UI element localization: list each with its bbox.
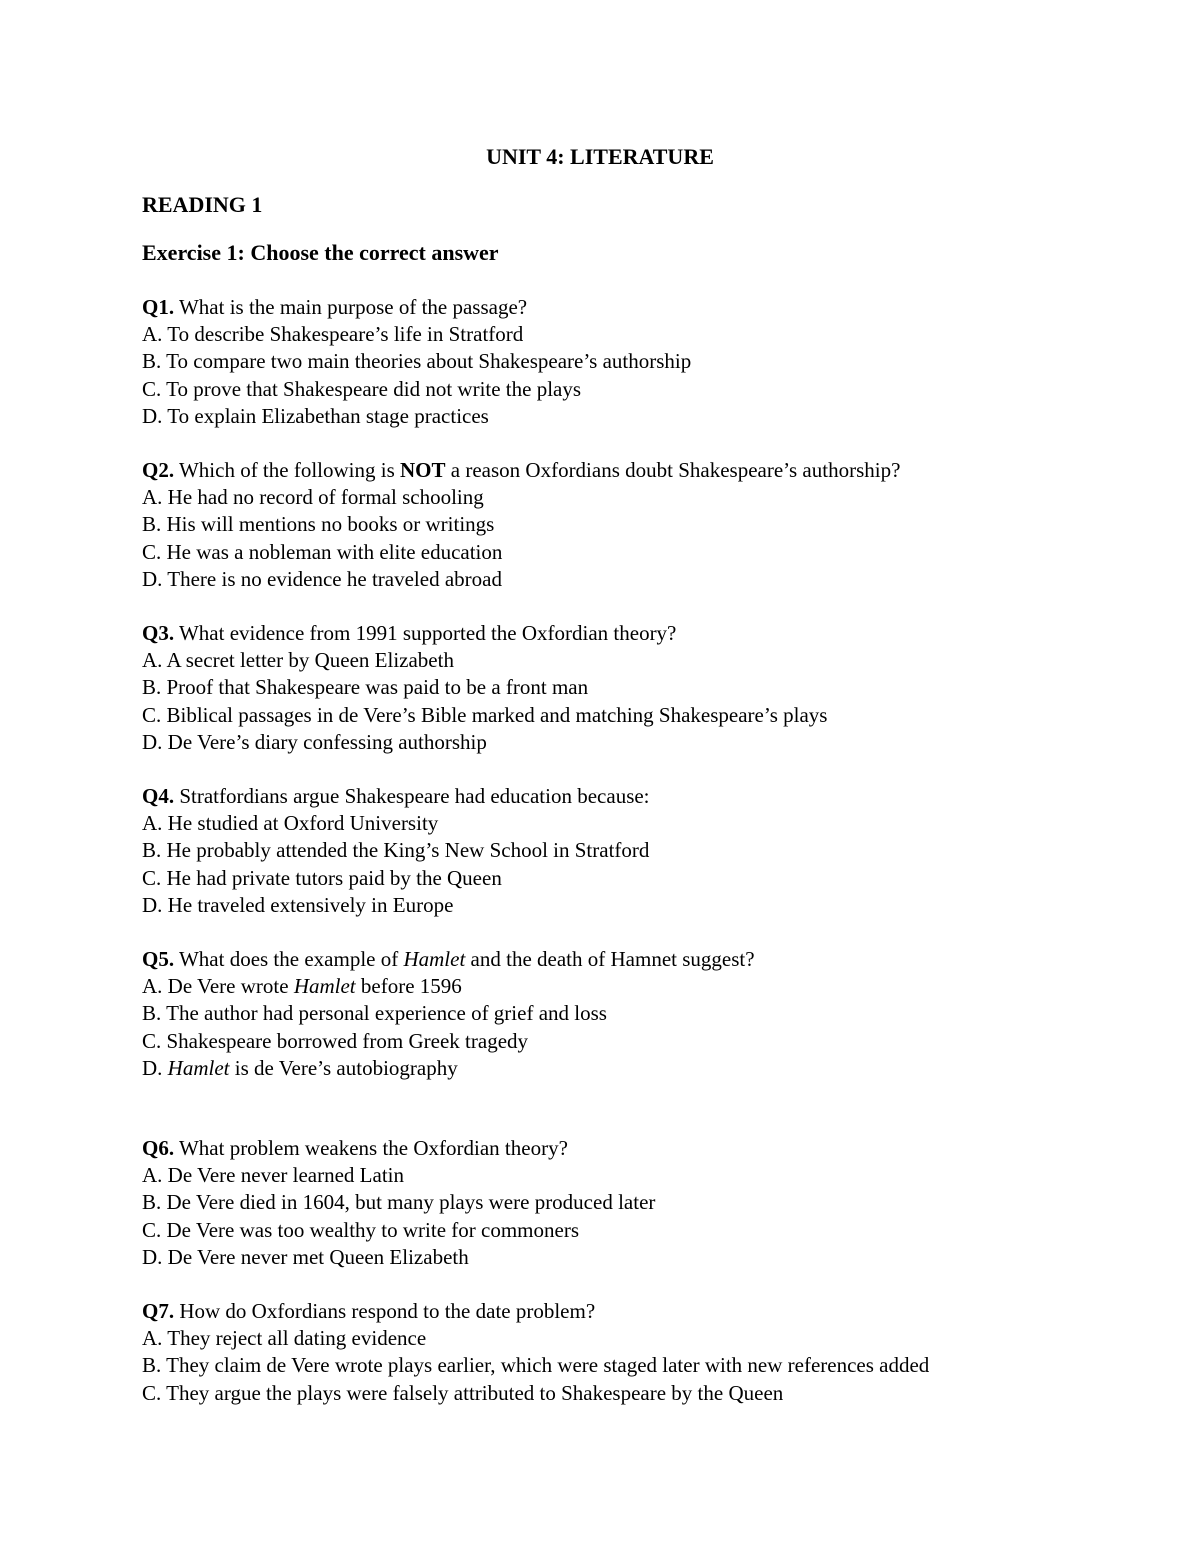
reading-title: READING 1 xyxy=(142,192,263,217)
answer-option-c: C. De Vere was too wealthy to write for commoners xyxy=(142,1217,580,1242)
question-prompt: What evidence from 1991 supported the Oxfordian theory? xyxy=(174,621,677,645)
question-text xyxy=(142,1298,1142,1325)
work-title: Hamlet xyxy=(293,974,356,999)
answer-option-d: D. De Vere never met Queen Elizabeth xyxy=(142,1244,469,1269)
answer-option-d: D. There is no evidence he traveled abroad xyxy=(142,566,502,591)
question-number: Q4. xyxy=(142,784,175,808)
question-prompt: What is the main purpose of the passage? xyxy=(174,295,528,319)
question-2 xyxy=(142,457,1142,593)
exercise-title: Exercise 1: Choose the correct answer xyxy=(142,240,499,265)
question-text xyxy=(142,620,1142,647)
answer-option-b: B. They claim de Vere wrote plays earlier, which were staged later with new references added xyxy=(142,1353,930,1378)
question-emphasis: NOT xyxy=(400,458,446,482)
answer-option-b: B. He probably attended the King’s New School in Stratford xyxy=(142,838,650,863)
answer-option-c: C. He had private tutors paid by the Queen xyxy=(142,865,502,890)
question-prompt: How do Oxfordians respond to the date problem? xyxy=(174,1299,596,1323)
answer-option-b: B. His will mentions no books or writings xyxy=(142,512,495,537)
answer-option-a: A. They reject all dating evidence xyxy=(142,1326,427,1351)
question-text xyxy=(142,783,1142,810)
question-text xyxy=(142,457,1142,484)
answer-option-a: A. A secret letter by Queen Elizabeth xyxy=(142,648,454,673)
question-7 xyxy=(142,1298,1142,1407)
question-4 xyxy=(142,783,1142,919)
question-5 xyxy=(142,946,1142,1082)
question-3 xyxy=(142,620,1142,756)
option-text-end: is de Vere’s autobiography xyxy=(229,1055,458,1080)
answer-option-c: C. To prove that Shakespeare did not write the plays xyxy=(142,376,582,401)
answer-option-b: B. De Vere died in 1604, but many plays were produced later xyxy=(142,1190,656,1215)
question-number: Q7. xyxy=(142,1299,175,1323)
question-text xyxy=(142,294,1142,321)
question-1 xyxy=(142,294,1142,430)
answer-option-d: D. To explain Elizabethan stage practices xyxy=(142,403,489,428)
answer-option-c: C. They argue the plays were falsely attributed to Shakespeare by the Queen xyxy=(142,1380,784,1405)
question-prompt-start: Which of the following is xyxy=(174,458,401,482)
answer-option-c: C. He was a nobleman with elite education xyxy=(142,539,503,564)
answer-option-d: D. De Vere’s diary confessing authorship xyxy=(142,729,487,754)
question-prompt: What problem weakens the Oxfordian theory? xyxy=(174,1136,568,1160)
answer-option-b: B. Proof that Shakespeare was paid to be a front man xyxy=(142,675,589,700)
question-text xyxy=(142,946,1142,973)
question-number: Q5. xyxy=(142,947,175,971)
question-number: Q2. xyxy=(142,458,175,482)
answer-option-d xyxy=(142,1055,1142,1082)
work-title: Hamlet xyxy=(403,947,466,971)
answer-option-a: A. He studied at Oxford University xyxy=(142,811,439,836)
option-text-start: A. De Vere wrote xyxy=(142,974,294,999)
unit-title: UNIT 4: LITERATURE xyxy=(486,144,714,169)
question-text xyxy=(142,1135,1142,1162)
answer-option-a: A. He had no record of formal schooling xyxy=(142,485,484,510)
question-6 xyxy=(142,1135,1142,1271)
question-number: Q3. xyxy=(142,621,175,645)
work-title: Hamlet xyxy=(167,1055,230,1080)
answer-option-a: A. To describe Shakespeare’s life in Stratford xyxy=(142,322,524,347)
answer-option-b: B. To compare two main theories about Shakespeare’s authorship xyxy=(142,349,692,374)
answer-option-b: B. The author had personal experience of grief and loss xyxy=(142,1001,607,1026)
answer-option-d: D. He traveled extensively in Europe xyxy=(142,892,454,917)
answer-option-c: C. Shakespeare borrowed from Greek tragedy xyxy=(142,1028,529,1053)
question-prompt-end: and the death of Hamnet suggest? xyxy=(465,947,755,971)
question-number: Q6. xyxy=(142,1136,175,1160)
question-prompt-start: What does the example of xyxy=(174,947,404,971)
answer-option-c: C. Biblical passages in de Vere’s Bible marked and matching Shakespeare’s plays xyxy=(142,702,828,727)
question-prompt-end: a reason Oxfordians doubt Shakespeare’s authorship? xyxy=(445,458,901,482)
question-prompt: Stratfordians argue Shakespeare had education because: xyxy=(174,784,650,808)
answer-option-a xyxy=(142,973,1142,1000)
answer-option-a: A. De Vere never learned Latin xyxy=(142,1163,404,1188)
option-text-start: D. xyxy=(142,1055,168,1080)
option-text-end: before 1596 xyxy=(355,974,462,999)
question-number: Q1. xyxy=(142,295,175,319)
